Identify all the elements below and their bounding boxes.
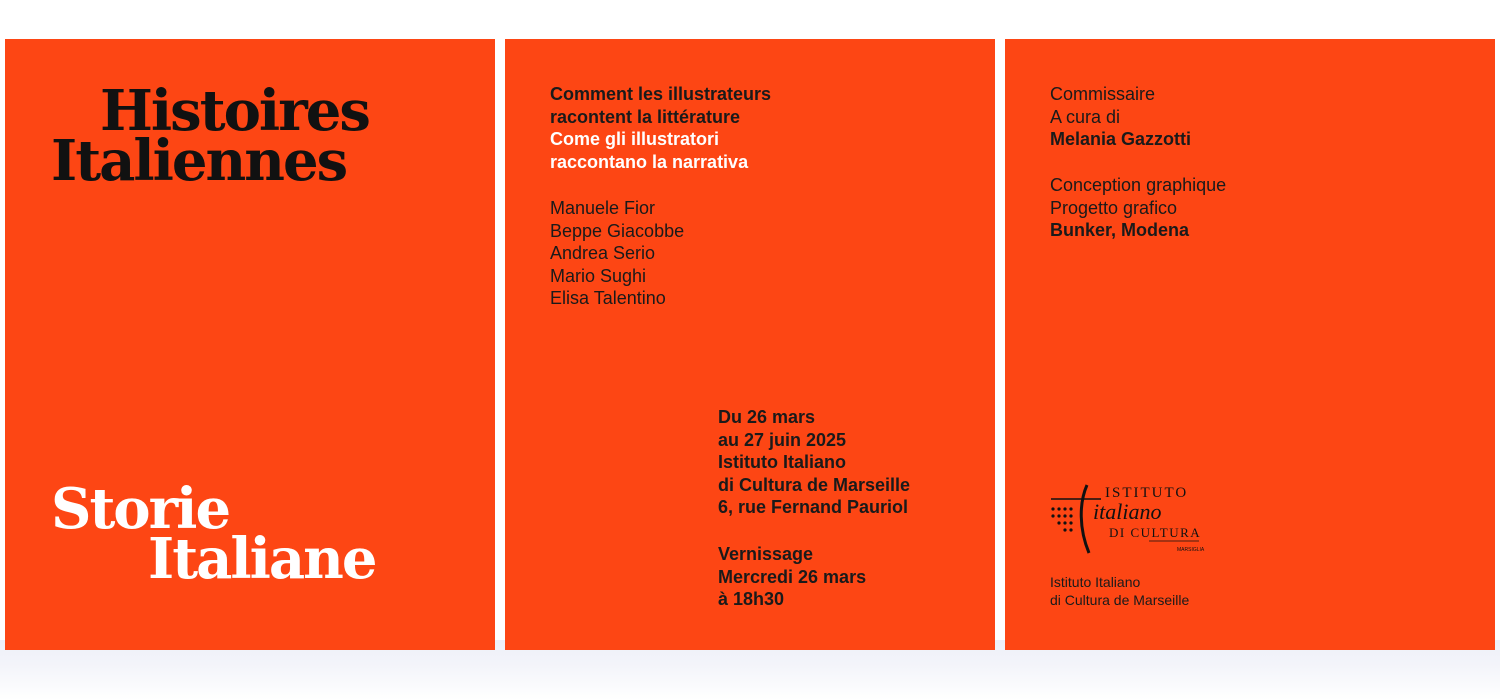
design-label-fr: Conception graphique: [1050, 175, 1227, 195]
vernissage-label: Vernissage: [718, 544, 814, 564]
info-panel: [505, 39, 995, 650]
title-italian-line-2: Italiane: [148, 526, 376, 592]
artist-name: Mario Sughi: [550, 265, 647, 286]
artists-list: [550, 197, 684, 310]
credits-panel: [1005, 39, 1495, 650]
design-name: Bunker, Modena: [1050, 220, 1190, 240]
title-french-line-1: Histoires: [100, 78, 369, 144]
artist-name: Andrea Serio: [550, 243, 656, 263]
institute-line-1: Istituto Italiano: [1050, 574, 1141, 590]
institute-line-2: di Cultura de Marseille: [1050, 592, 1190, 608]
dates-venue-block: [718, 406, 910, 519]
title-french: [51, 78, 369, 194]
artist-name: Manuele Fior: [550, 198, 656, 218]
curator-label-it: A cura di: [1050, 106, 1121, 127]
logo-text-1: ISTITUTO: [1105, 485, 1189, 501]
design-block: [1050, 174, 1226, 242]
title-italian-line-1: Storie: [51, 476, 230, 542]
venue-address: 6, rue Fernand Pauriol: [718, 497, 909, 517]
cover-panel: [5, 39, 495, 650]
institute-name-block: [1050, 573, 1189, 609]
title-italian: [51, 476, 376, 592]
curator-label-fr: Commissaire: [1050, 84, 1156, 104]
artist-name: Beppe Giacobbe: [550, 220, 685, 241]
logo-text-4: MARSIGLIA: [1177, 547, 1205, 553]
logo-text-2: italiano: [1093, 499, 1162, 524]
logo-dots: [1051, 507, 1072, 531]
logo-curve: [1081, 485, 1089, 553]
venue-line-2: di Cultura de Marseille: [718, 474, 911, 495]
logo-text-3: DI CULTURA: [1109, 525, 1202, 540]
curator-block: [1050, 83, 1191, 151]
vernissage-block: [718, 543, 866, 611]
subtitle-it-line-2: raccontano la narrativa: [550, 151, 749, 172]
subtitle-it-line-1: Come gli illustratori: [550, 129, 720, 149]
title-french-line-2: Italiennes: [51, 128, 347, 194]
subtitle-fr-line-2: racontent la littérature: [550, 106, 741, 127]
venue-line-1: Istituto Italiano: [718, 452, 846, 472]
istituto-logo: [1049, 479, 1209, 561]
subtitle-fr-line-1: Comment les illustrateurs: [550, 84, 772, 104]
vernissage-time: à 18h30: [718, 589, 785, 609]
date-end: au 27 juin 2025: [718, 429, 847, 450]
subtitle-block: [550, 83, 771, 173]
artist-name: Elisa Talentino: [550, 288, 666, 308]
design-label-it: Progetto grafico: [1050, 197, 1178, 218]
curator-name: Melania Gazzotti: [1050, 129, 1192, 149]
date-start: Du 26 mars: [718, 407, 816, 427]
vernissage-date: Mercredi 26 mars: [718, 566, 867, 587]
